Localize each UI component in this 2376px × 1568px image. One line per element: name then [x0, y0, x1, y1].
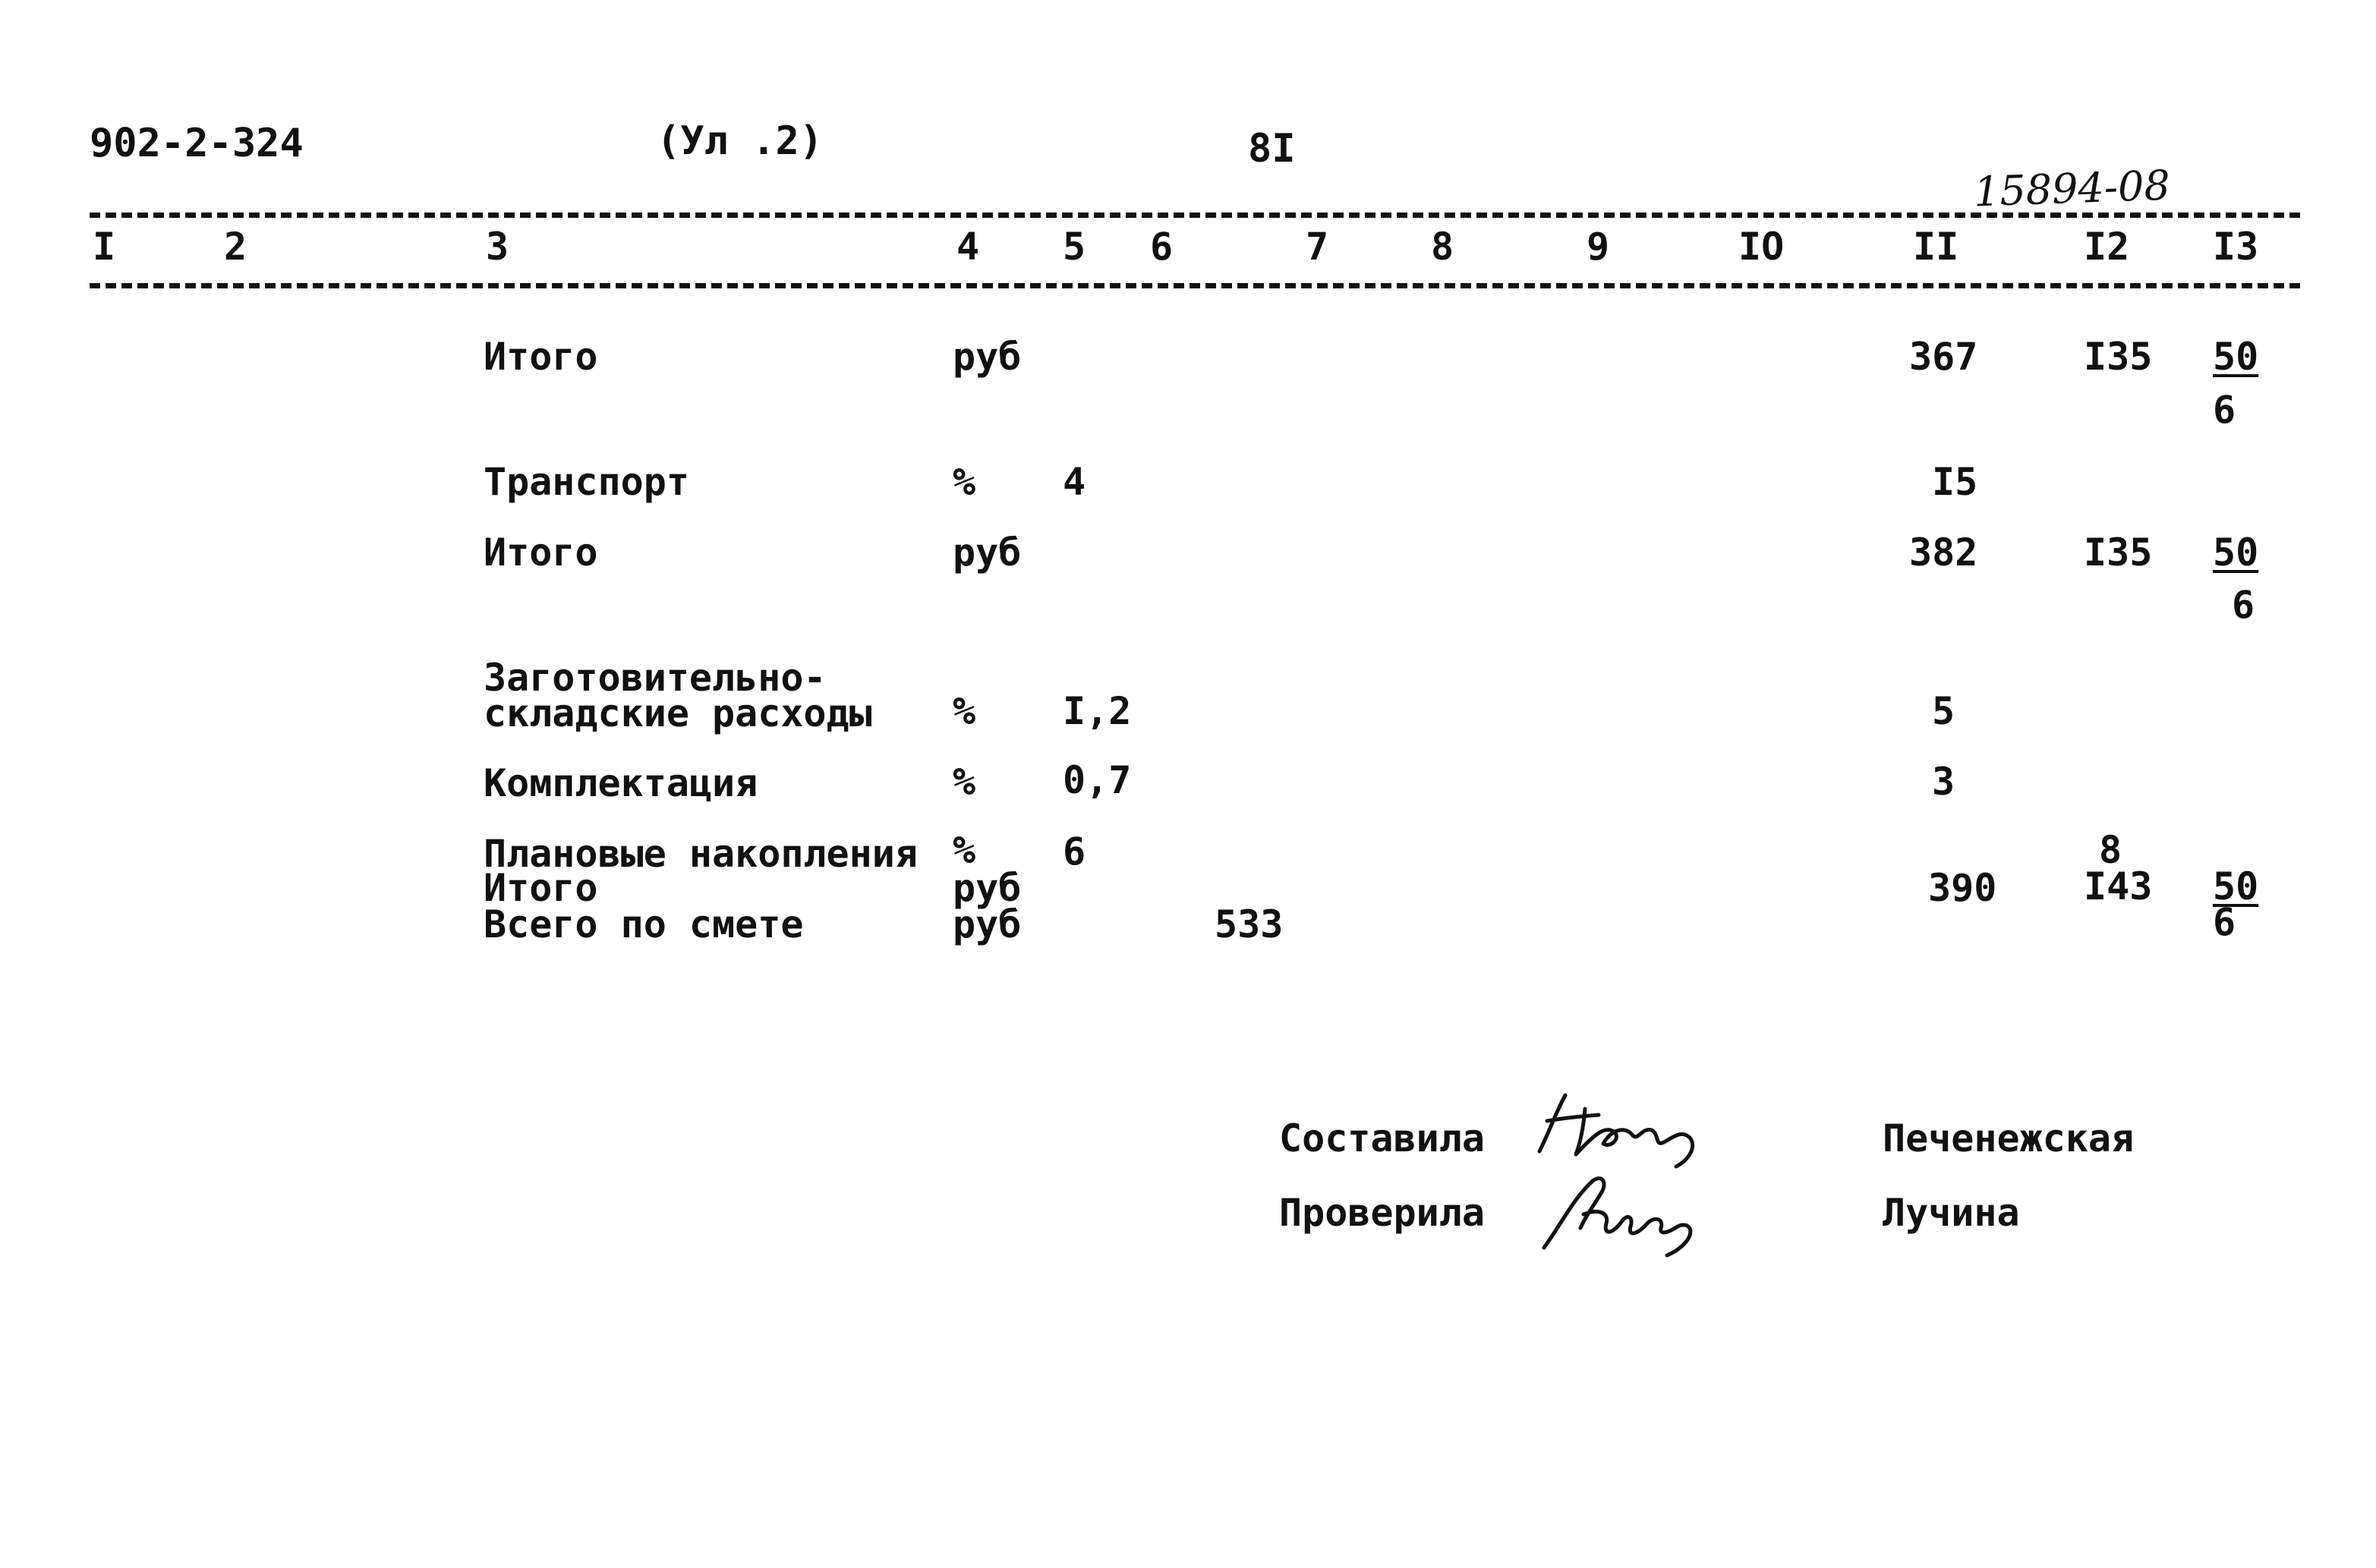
- column-number-11: II: [1913, 225, 1959, 269]
- checked-by-name: Лучина: [1883, 1191, 2020, 1235]
- compiled-signature: [1526, 1082, 1723, 1173]
- column-number-3: 3: [486, 225, 509, 269]
- row-label-line-2: складские расходы: [484, 691, 872, 735]
- cell-col-12: I35: [2084, 335, 2153, 379]
- row-label: Комплектация: [484, 761, 758, 805]
- row-label: Транспорт: [484, 460, 689, 504]
- cell-col-13-top: 50: [2213, 335, 2259, 379]
- row-unit: %: [953, 460, 976, 504]
- row-label: Всего по смете: [484, 902, 804, 946]
- cell-col-13-top: 50: [2213, 531, 2259, 575]
- doc-code: 902-2-324: [90, 121, 304, 166]
- row-unit: %: [953, 689, 976, 733]
- compiled-by-label: Составила: [1279, 1116, 1485, 1160]
- column-number-7: 7: [1306, 225, 1329, 269]
- column-number-9: 9: [1587, 225, 1610, 269]
- row-label: Итого: [484, 866, 598, 910]
- cell-col-7: 533: [1215, 902, 1284, 946]
- row-unit: руб: [953, 531, 1022, 575]
- table-header-rule: [90, 283, 2300, 288]
- cell-col-11: 390: [1928, 866, 1997, 910]
- cell-col-11: I5: [1932, 460, 1978, 504]
- checked-by-label: Проверила: [1279, 1191, 1485, 1235]
- row-unit: %: [953, 760, 976, 804]
- row-unit: руб: [953, 902, 1022, 946]
- row-unit: руб: [953, 335, 1022, 379]
- column-number-5: 5: [1063, 225, 1086, 269]
- table-top-rule: [90, 213, 2300, 218]
- row-label-line-1: Заготовительно-: [484, 656, 827, 700]
- cell-col-13-bottom: 6: [2213, 900, 2236, 944]
- column-number-12: I2: [2084, 225, 2130, 269]
- cell-col-13-top: 50: [2213, 864, 2259, 908]
- cell-col-12: 8: [2099, 828, 2122, 872]
- column-number-1: I: [93, 225, 116, 269]
- cell-col-11: 5: [1932, 689, 1955, 733]
- cell-col-11: 367: [1909, 335, 1978, 379]
- cell-col-5: 6: [1063, 830, 1086, 874]
- cell-col-13-bottom: 6: [2213, 388, 2236, 432]
- cell-col-11: 3: [1932, 760, 1955, 804]
- cell-col-12: I35: [2084, 531, 2153, 575]
- cell-col-11: 382: [1909, 531, 1978, 575]
- column-number-10: IO: [1738, 225, 1785, 269]
- column-number-6: 6: [1150, 225, 1174, 269]
- row-label: Итого: [484, 335, 598, 379]
- row-label: Итого: [484, 531, 598, 575]
- checked-signature: [1533, 1169, 1716, 1260]
- cell-col-13-bottom: 6: [2232, 583, 2255, 627]
- inventory-number: 15894-08: [1972, 161, 2171, 216]
- cell-col-12: I43: [2084, 864, 2153, 908]
- section-label: (Ул .2): [657, 118, 824, 164]
- row-unit: %: [953, 828, 976, 872]
- column-number-2: 2: [224, 225, 247, 269]
- cell-col-5: 4: [1063, 460, 1086, 504]
- row-label: Плановые накопления: [484, 832, 918, 876]
- cell-col-5: 0,7: [1063, 758, 1132, 802]
- compiled-by-name: Печенежская: [1883, 1116, 2135, 1160]
- column-number-4: 4: [956, 225, 980, 269]
- page-number: 8I: [1248, 126, 1296, 172]
- column-number-8: 8: [1431, 225, 1454, 269]
- column-number-13: I3: [2213, 225, 2259, 269]
- cell-col-5: I,2: [1063, 689, 1132, 733]
- row-unit: руб: [953, 866, 1022, 910]
